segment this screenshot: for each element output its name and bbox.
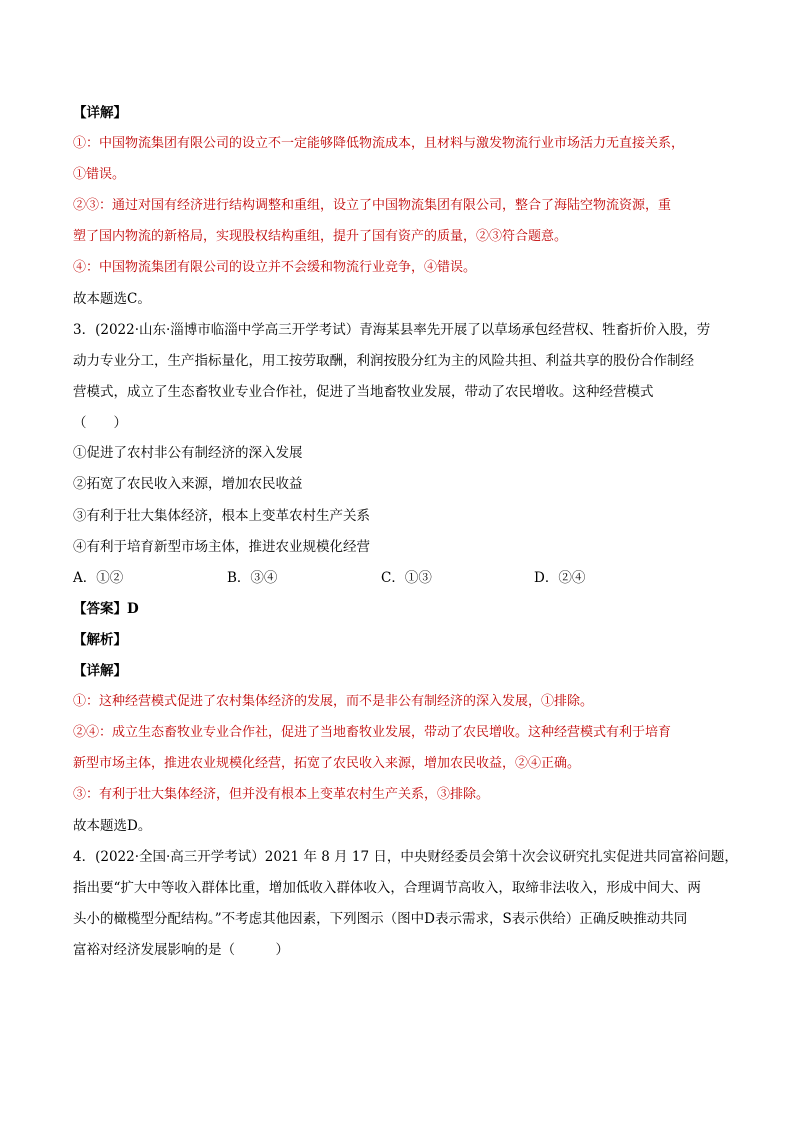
conclusion-text: 故本题选D。 — [73, 818, 152, 834]
question-stem-line: 营模式，成立了生态畜牧业专业合作社，促进了当地畜牧业发展，带动了农民增收。这种经营模式 — [73, 384, 654, 400]
explanation-line: 新型市场主体，推进农业规模化经营，拓宽了农民收入来源，增加农民收益，②④正确。 — [73, 756, 581, 771]
option-d: D．②④ — [534, 570, 586, 586]
statement-item: ④有利于培育新型市场主体，推进农业规模化经营 — [73, 539, 370, 555]
question-stem-line: 指出要“扩大中等收入群体比重，增加低收入群体收入，合理调节高收入，取缔非法收入，形成中间大、两 — [73, 880, 701, 896]
explanation-line: ①：这种经营模式促进了农村集体经济的发展，而不是非公有制经济的深入发展，①排除。 — [73, 694, 594, 709]
option-c: C．①③ — [381, 570, 432, 586]
statement-item: ③有利于壮大集体经济，根本上变革农村生产关系 — [73, 508, 370, 524]
explanation-line: ④：中国物流集团有限公司的设立并不会缓和物流行业竞争，④错误。 — [73, 260, 477, 275]
detail-label: 【详解】 — [73, 663, 127, 679]
explanation-line: ②④：成立生态畜牧业专业合作社，促进了当地畜牧业发展，带动了农民增收。这种经营模式有利于培育 — [73, 725, 672, 740]
option-b: B．③④ — [227, 570, 278, 586]
explanation-line: ①错误。 — [73, 167, 126, 182]
detail-label: 【详解】 — [73, 105, 127, 121]
statement-item: ②拓宽了农民收入来源，增加农民收益 — [73, 476, 303, 492]
explanation-line: 塑了国内物流的新格局，实现股权结构重组，提升了国有资产的质量，②③符合题意。 — [73, 229, 568, 244]
question-stem-line: 头小的橄榄型分配结构。”不考虑其他因素，下列图示（图中D表示需求，S表示供给）正确反映推动共同 — [73, 911, 688, 927]
question-stem-line: 3．(2022·山东·淄博市临淄中学高三开学考试）青海某县率先开展了以草场承包经营权、牲畜折价入股，劳 — [73, 322, 711, 338]
statement-item: ①促进了农村非公有制经济的深入发展 — [73, 445, 303, 461]
conclusion-text: 故本题选C。 — [73, 291, 151, 307]
answer-label: 【答案】D — [73, 601, 139, 617]
question-stem-line: 动力专业分工，生产指标量化，用工按劳取酬，利润按股分红为主的风险共担、利益共享的股份合作制经 — [73, 353, 694, 369]
explanation-line: ①：中国物流集团有限公司的设立不一定能够降低物流成本，且材料与激发物流行业市场活力无直接关系， — [73, 136, 685, 151]
analysis-label: 【解析】 — [73, 632, 127, 648]
answer-blank: （ ） — [73, 415, 127, 431]
explanation-line: ③：有利于壮大集体经济，但并没有根本上变革农村生产关系，③排除。 — [73, 787, 490, 802]
question-stem-line: 4．(2022·全国·高三开学考试）2021 年 8 月 17 日，中央财经委员会第十次会议研究扎实促进共同富裕问题， — [73, 849, 738, 865]
question-stem-line: 富裕对经济发展影响的是（ ） — [73, 942, 289, 958]
option-a: A．①② — [73, 570, 124, 586]
explanation-line: ②③：通过对国有经济进行结构调整和重组，设立了中国物流集团有限公司，整合了海陆空物流资源，重 — [73, 198, 672, 213]
